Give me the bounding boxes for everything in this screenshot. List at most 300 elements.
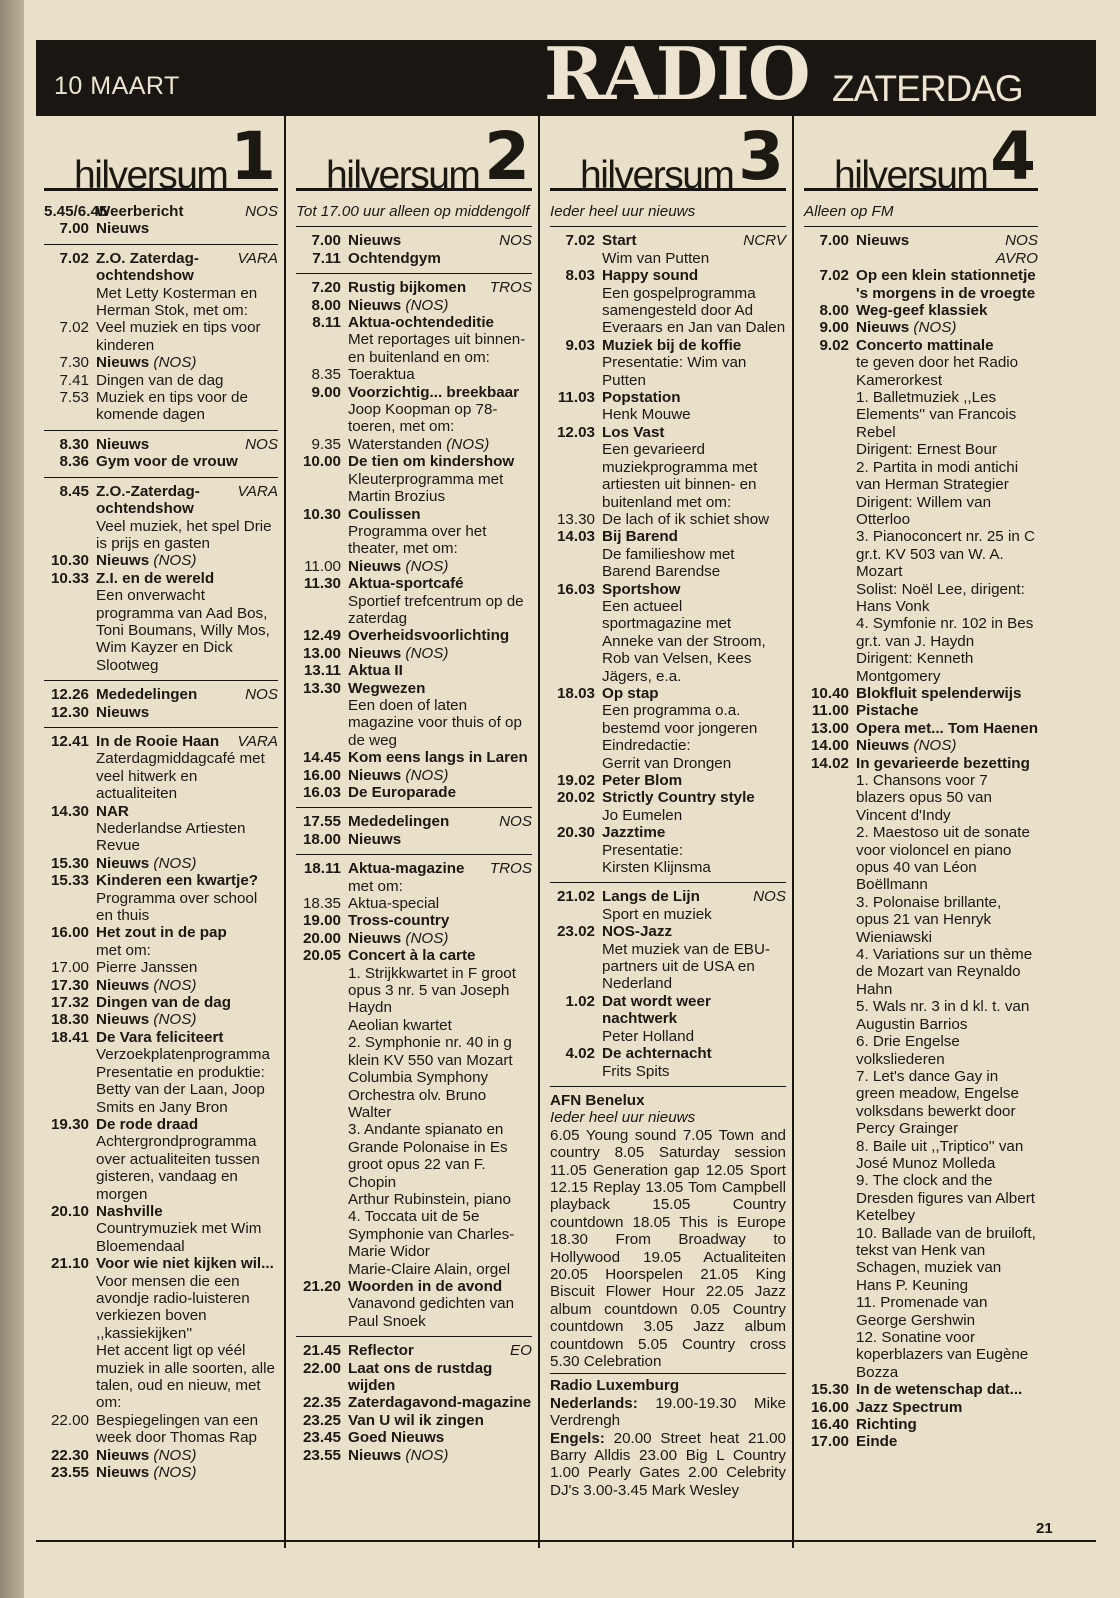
program-note: (NOS) (153, 976, 197, 994)
program-time (44, 518, 96, 553)
program-title (348, 831, 532, 848)
program-time: 17.55 (302, 813, 341, 831)
program-title-text: Nieuws (348, 830, 402, 848)
program-row (296, 930, 532, 947)
program-row (550, 511, 786, 528)
bottom-rule (36, 1540, 1096, 1542)
program-title-text: Kirsten Klijnsma (602, 859, 711, 877)
program-title-text: 3. Pianoconcert nr. 25 in C gr.t. KV 503 van W. A. Mozart (856, 528, 1035, 581)
program-row (296, 331, 532, 366)
program-title-text: Presentatie: Wim van Putten (602, 354, 747, 389)
program-row (296, 366, 532, 383)
program-title (348, 593, 532, 628)
program-row (550, 888, 786, 905)
program-row (296, 279, 532, 296)
program-row (550, 941, 786, 993)
program-title-text: Nieuws (348, 232, 402, 250)
program-title (348, 860, 484, 877)
separator-rule (44, 244, 278, 245)
program-title-text: Aktua II (348, 662, 403, 680)
program-time (296, 401, 348, 436)
program-note: (NOS) (405, 929, 449, 947)
program-title-text: Van U wil ik zingen (348, 1411, 484, 1429)
program-row (804, 1294, 1038, 1329)
program-time (804, 1329, 856, 1381)
program-title-text: Het accent ligt op véél muziek in alle soorten, alle talen, oud en nieuw, met om: (96, 1342, 275, 1412)
program-title-text: Ochtendgym (348, 249, 441, 267)
magazine-page (24, 0, 1120, 1598)
program-title (96, 518, 278, 553)
program-title-text: Langs de Lijn (602, 888, 700, 906)
program-time: 10.40 (810, 684, 849, 702)
program-row (44, 354, 278, 371)
program-title (348, 331, 532, 366)
program-row (296, 831, 532, 848)
program-time: 7.02 (565, 232, 595, 250)
station-name: hilversum (834, 153, 988, 197)
program-row (550, 285, 786, 337)
program-row (296, 558, 532, 575)
program-time (296, 1261, 348, 1278)
program-time: 13.30 (556, 510, 595, 528)
program-note: (NOS) (913, 737, 957, 755)
program-time: 17.00 (50, 959, 89, 977)
program-row (804, 528, 1038, 580)
program-title-text: Mededelingen (96, 686, 198, 704)
program-row (296, 1342, 532, 1359)
program-time: 22.00 (302, 1359, 341, 1377)
program-row (44, 994, 278, 1011)
program-title-text: Jo Eumelen (602, 806, 683, 824)
program-title (96, 1412, 278, 1447)
program-title (96, 1116, 278, 1133)
program-title-text: Zaterdagmiddagcafé met veel hitwerk en actualiteiten (96, 750, 265, 803)
program-time: 7.53 (59, 389, 89, 407)
program-title-text: 3. Andante spianato en Grande Polonaise in Es groot opus 22 van F. Chopin (348, 1121, 508, 1191)
program-title (348, 878, 532, 895)
program-title (348, 232, 493, 249)
station-name: hilversum (326, 153, 480, 197)
program-time (44, 890, 96, 925)
program-time: 18.35 (302, 895, 341, 913)
program-time: 8.11 (312, 314, 341, 332)
program-row (550, 528, 786, 545)
program-row (44, 820, 278, 855)
program-time: 18.00 (302, 830, 341, 848)
program-title-text: De achternacht (602, 1045, 712, 1063)
program-note: (NOS) (153, 1446, 197, 1464)
program-title-text: 8. Baile uit ,,Triptico'' van José Munoz Molleda (856, 1137, 1024, 1172)
program-time: 12.41 (50, 732, 89, 750)
program-time (550, 842, 602, 859)
program-title-text: Popstation (602, 389, 681, 407)
program-row (550, 859, 786, 876)
program-row (44, 1220, 278, 1255)
program-title (602, 888, 747, 905)
program-title-text: Op stap (602, 684, 659, 702)
program-title (348, 1278, 532, 1295)
program-title-text: Sport en muziek (602, 905, 712, 923)
program-title-text: Achtergrondprogramma over actualiteiten tussen gisteren, vandaag en morgen (96, 1133, 260, 1203)
program-row (44, 1046, 278, 1063)
program-row (296, 1208, 532, 1260)
program-title-text: Gerrit van Drongen (602, 754, 732, 772)
program-title (348, 436, 532, 453)
program-title (96, 704, 278, 721)
program-title (348, 680, 532, 697)
program-row (296, 767, 532, 784)
page-fold-shadow (0, 0, 24, 1598)
program-title (348, 401, 532, 436)
program-time: 16.00 (50, 924, 89, 942)
program-title (96, 285, 278, 320)
program-title-text: Aktua-sportcafé (348, 575, 464, 593)
program-title-text: De Vara feliciteert (96, 1028, 224, 1046)
program-title (602, 772, 786, 789)
program-title-text: Z.O.-Zaterdag-ochtendshow (96, 482, 200, 518)
program-title (602, 824, 786, 841)
program-title-text: Aktua-ochtendeditie (348, 314, 494, 332)
afn-intro: Ieder heel uur nieuws (550, 1109, 696, 1127)
program-row (550, 755, 786, 772)
program-title (96, 890, 278, 925)
program-row (804, 772, 1038, 824)
program-row (44, 1255, 278, 1272)
program-time (550, 906, 602, 923)
program-row (44, 1464, 278, 1481)
program-title (602, 546, 786, 581)
program-time: 14.45 (302, 749, 341, 767)
program-title-text: Nieuws (856, 737, 910, 755)
program-title-text: Richting (856, 1416, 917, 1434)
program-title (96, 250, 231, 285)
program-title-text: Weerbericht (96, 203, 184, 220)
program-note: (NOS) (446, 435, 490, 453)
program-time: 11.00 (811, 702, 849, 720)
program-row (296, 662, 532, 679)
program-time: 15.30 (810, 1381, 849, 1399)
program-title-text: Dirigent: Ernest Bour (856, 441, 997, 459)
program-title (856, 615, 1038, 650)
program-title (96, 1447, 278, 1464)
program-time (550, 755, 602, 772)
program-title-text: 9. The clock and the Dresden figures van Albert Ketelbey (856, 1172, 1035, 1225)
program-row (804, 946, 1038, 998)
program-row (804, 1381, 1038, 1398)
program-time: 22.00 (50, 1411, 89, 1429)
program-row (44, 203, 278, 220)
program-time: 21.10 (50, 1255, 89, 1273)
program-title-text: NAR (96, 802, 129, 820)
program-row (44, 570, 278, 587)
program-time (550, 285, 602, 337)
program-title-text: 12. Sonatine voor koperblazers van Eugène Bozza (856, 1329, 1029, 1381)
program-title (602, 389, 786, 406)
program-row (44, 733, 278, 750)
program-time: 7.30 (59, 354, 89, 372)
program-title (602, 285, 786, 337)
program-title-text: Dirigent: Willem van Otterloo (856, 493, 992, 528)
program-row (550, 772, 786, 789)
program-row (804, 615, 1038, 650)
program-title (348, 1447, 532, 1464)
luxemburg-english-label: Engels: (550, 1429, 605, 1447)
program-time (804, 441, 856, 458)
weekday: ZATERDAG (832, 68, 1023, 109)
program-title-text: Jazztime (602, 824, 666, 842)
program-title-text: 2. Maestoso uit de sonate voor violoncel en piano opus 40 van Léon Boëllmann (856, 824, 1030, 894)
program-row (44, 750, 278, 802)
program-time: 19.00 (302, 912, 341, 930)
program-title (348, 912, 532, 929)
program-title-text: 2. Symphonie nr. 40 in g klein KV 550 van Mozart (348, 1034, 513, 1069)
program-row (804, 998, 1038, 1033)
program-time: 7.02 (59, 249, 89, 267)
program-title-text: Bij Barend (602, 528, 678, 546)
program-row (804, 1416, 1038, 1433)
program-time: 19.02 (556, 772, 595, 789)
broadcaster-label: NOS (499, 232, 532, 250)
program-title (856, 494, 1038, 529)
program-title (348, 250, 532, 267)
program-title-text: Nieuws (96, 1011, 150, 1029)
program-title (96, 977, 278, 994)
column-hilversum-1 (44, 116, 278, 1481)
program-time: 23.02 (556, 923, 595, 941)
program-title-text: Nieuws (96, 1446, 150, 1464)
program-time: 20.00 (302, 929, 341, 947)
column-hilversum-4 (804, 116, 1038, 1451)
program-time: 16.00 (810, 1398, 849, 1416)
program-title (348, 930, 532, 947)
column-hilversum-2 (296, 116, 532, 1464)
program-title-text: Countrymuziek met Wim Bloemendaal (96, 1220, 262, 1255)
program-title-text: Peter Holland (602, 1027, 695, 1045)
program-title-text: Nieuws (348, 766, 402, 784)
program-title-text: Wegwezen (348, 679, 426, 697)
program-row (296, 1069, 532, 1121)
program-row (296, 813, 532, 830)
program-title-text: Een doen of laten magazine voor thuis of op de weg (348, 696, 522, 749)
program-time (804, 389, 856, 441)
program-note: (NOS) (153, 552, 197, 570)
program-title-text: Z.I. en de wereld (96, 569, 215, 587)
program-title (348, 384, 532, 401)
broadcaster-label: TROS (489, 860, 532, 878)
program-time: 17.32 (50, 994, 89, 1012)
program-note: (NOS) (405, 296, 449, 314)
program-title-text: 3. Polonaise brillante, opus 21 van Henryk Wieniawski (856, 893, 1002, 946)
program-row (296, 506, 532, 523)
program-title (602, 406, 786, 423)
program-row (44, 483, 278, 518)
program-title (856, 528, 1038, 580)
program-time (296, 1191, 348, 1208)
program-title-text: Nieuws (96, 435, 150, 453)
program-time (296, 1069, 348, 1121)
program-row (296, 314, 532, 331)
program-title (348, 1191, 532, 1208)
program-time (804, 1068, 856, 1138)
program-title-text: Met reportages uit binnen- en buitenland en om: (348, 331, 526, 366)
program-title-text: Marie-Claire Alain, orgel (348, 1260, 511, 1278)
program-title (602, 789, 786, 806)
program-note: (NOS) (405, 1446, 449, 1464)
program-title (348, 1360, 532, 1395)
program-title-text: Kinderen een kwartje? (96, 872, 259, 890)
program-title (856, 250, 990, 267)
program-row (44, 1029, 278, 1046)
program-title (348, 1394, 532, 1411)
program-time: 7.00 (59, 220, 89, 238)
program-time (296, 965, 348, 1017)
program-time: 16.00 (302, 766, 341, 784)
broadcaster-label: VARA (237, 732, 278, 750)
program-title-text: Nieuws (96, 354, 150, 372)
program-row (804, 1033, 1038, 1068)
program-note: (NOS) (405, 766, 449, 784)
program-time: 23.55 (302, 1446, 341, 1464)
column-intro: Alleen op FM (804, 203, 894, 220)
program-row (44, 1133, 278, 1203)
program-time (804, 650, 856, 685)
program-time (804, 459, 856, 494)
program-time: 23.45 (302, 1429, 341, 1447)
program-title (856, 459, 1038, 494)
program-title (856, 354, 1038, 389)
station-number: 3 (738, 118, 784, 195)
program-title-text: Nieuws (96, 1464, 150, 1482)
program-title-text: Strictly Country style (602, 789, 755, 807)
broadcaster-label: NOS (753, 888, 786, 906)
program-title (602, 511, 786, 528)
program-time: 18.30 (50, 1011, 89, 1029)
program-title-text: Een programma o.a. bestemd voor jongeren (602, 702, 758, 737)
program-title (348, 558, 532, 575)
program-row (44, 1064, 278, 1116)
program-title (602, 702, 786, 737)
program-title-text: 10. Ballade van de bruiloft, tekst van Henk van Schagen, muziek van Hans P. Keuning (856, 1224, 1036, 1294)
program-title-text: De rode draad (96, 1115, 199, 1133)
program-row (804, 267, 1038, 302)
program-row (44, 942, 278, 959)
program-title-text: 4. Symfonie nr. 102 in Bes gr.t. van J. Haydn (856, 615, 1034, 650)
program-title (348, 645, 532, 662)
luxemburg-title: Radio Luxemburg (550, 1377, 680, 1395)
program-row (804, 441, 1038, 458)
program-title-text: Woorden in de avond (348, 1277, 503, 1295)
program-time (804, 1033, 856, 1068)
program-title (96, 1133, 278, 1203)
program-row (44, 1447, 278, 1464)
program-title-text: Nieuws (96, 552, 150, 570)
program-title (348, 453, 532, 470)
program-row (44, 959, 278, 976)
program-title (348, 1034, 532, 1069)
program-row (804, 250, 1038, 267)
program-row (296, 965, 532, 1017)
program-title-text: Waterstanden (348, 435, 442, 453)
program-title (96, 587, 278, 674)
program-time: 20.05 (302, 947, 341, 965)
program-time: 7.00 (819, 232, 849, 250)
program-title (348, 697, 532, 749)
program-row (296, 297, 532, 314)
program-title-text: De Europarade (348, 784, 457, 801)
program-row (44, 924, 278, 941)
program-time: 8.00 (311, 296, 341, 314)
program-row (44, 1342, 278, 1412)
program-row (296, 1261, 532, 1278)
program-title (348, 1208, 532, 1260)
separator-rule (550, 1086, 786, 1087)
program-title-text: Happy sound (602, 267, 699, 285)
program-row (296, 471, 532, 506)
program-title (348, 947, 532, 964)
program-title (348, 1412, 532, 1429)
program-title (348, 965, 532, 1017)
program-title (348, 506, 532, 523)
program-title (602, 923, 786, 940)
station-number: 4 (990, 118, 1036, 195)
program-title-text: Henk Mouwe (602, 406, 691, 424)
program-title (856, 1329, 1038, 1381)
program-title (96, 570, 278, 587)
program-title-text: 1. Balletmuziek ,,Les Elements'' van Francois Rebel (856, 389, 1017, 441)
program-row (804, 302, 1038, 319)
separator-rule (44, 477, 278, 478)
program-time (296, 697, 348, 749)
program-title (602, 859, 786, 876)
program-title (96, 942, 278, 959)
program-row (804, 894, 1038, 946)
program-time (804, 894, 856, 946)
program-time (804, 1172, 856, 1224)
program-row (296, 947, 532, 964)
program-title-text: Een gospelprogramma samengesteld door Ad Everaars en Jan van Dalen (602, 284, 786, 337)
program-row (804, 459, 1038, 494)
program-title (96, 1029, 278, 1046)
program-row (44, 1116, 278, 1133)
program-time (550, 441, 602, 511)
program-row (550, 789, 786, 806)
broadcaster-label: EO (510, 1342, 532, 1360)
program-title (348, 895, 532, 912)
program-row (296, 1034, 532, 1069)
program-row (296, 1447, 532, 1464)
program-title (856, 720, 1038, 737)
program-row (550, 581, 786, 598)
program-title-text: Goed Nieuws (348, 1429, 445, 1447)
program-title (348, 279, 484, 296)
luxemburg-dutch (550, 1395, 786, 1430)
program-row (44, 250, 278, 285)
program-title-text: Op een klein stationnetje 's morgens in de vroegte (856, 267, 1036, 302)
program-time: 7.41 (59, 371, 89, 389)
program-title (348, 662, 532, 679)
program-row (550, 1063, 786, 1080)
program-row (550, 232, 786, 249)
program-title (96, 354, 278, 371)
broadcaster-label: NOS (245, 435, 278, 453)
program-title-text: met om: (96, 941, 151, 959)
program-time: 7.20 (311, 279, 341, 297)
program-time (550, 598, 602, 685)
program-title-text: Nederlandse Artiesten Revue (96, 820, 246, 855)
program-row (296, 593, 532, 628)
program-title-text: Tross-country (348, 912, 450, 930)
program-time: 4.02 (565, 1045, 595, 1063)
